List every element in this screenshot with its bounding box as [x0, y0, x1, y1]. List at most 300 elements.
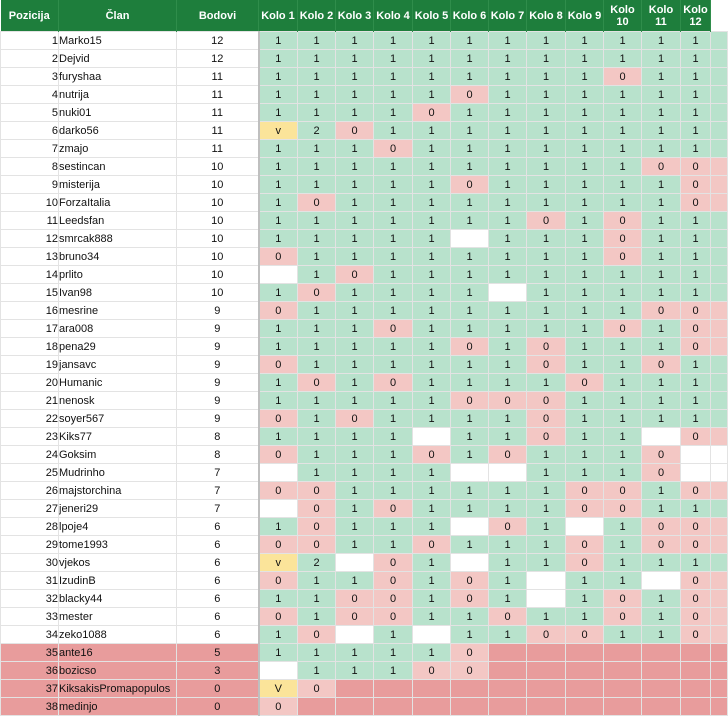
position-cell: 18 [1, 338, 59, 356]
round-result-cell: 1 [489, 68, 527, 86]
points-cell: 10 [177, 212, 259, 230]
round-result-cell: 1 [451, 32, 489, 50]
member-name-cell: mesrine [59, 302, 177, 320]
round-result-cell: 0 [298, 680, 336, 698]
position-cell: 26 [1, 482, 59, 500]
round-result-cell: 1 [298, 50, 336, 68]
round-result-cell: 1 [374, 356, 413, 374]
member-name-cell: Ivan98 [59, 284, 177, 302]
round-result-cell: 1 [374, 176, 413, 194]
round-result-cell: 0 [298, 284, 336, 302]
table-row[interactable] [1, 392, 728, 410]
member-name-cell: Goksim [59, 446, 177, 464]
member-name-cell: lpoje4 [59, 518, 177, 536]
row-edge-cell [711, 140, 728, 158]
round-result-cell: 1 [298, 338, 336, 356]
table-row[interactable] [1, 302, 728, 320]
round-result-cell: 0 [336, 608, 374, 626]
round-result-cell [604, 698, 642, 716]
round-result-cell: 1 [566, 104, 604, 122]
round-result-cell: 1 [336, 68, 374, 86]
round-result-cell: 1 [566, 284, 604, 302]
round-result-cell: 1 [681, 86, 711, 104]
round-result-cell [566, 698, 604, 716]
header-kolo-6[interactable]: Kolo 6 [451, 0, 489, 32]
row-edge-cell [711, 590, 728, 608]
round-result-cell: 1 [566, 50, 604, 68]
round-result-cell: 1 [566, 140, 604, 158]
table-row[interactable] [1, 680, 728, 698]
round-result-cell: 1 [336, 644, 374, 662]
round-result-cell: 1 [604, 410, 642, 428]
round-result-cell: 1 [336, 572, 374, 590]
table-row[interactable] [1, 572, 728, 590]
round-result-cell: 1 [527, 284, 566, 302]
round-result-cell: 1 [259, 50, 298, 68]
row-edge-cell [711, 302, 728, 320]
round-result-cell: 1 [489, 572, 527, 590]
round-result-cell: 1 [527, 464, 566, 482]
row-edge-cell [711, 194, 728, 212]
table-row[interactable] [1, 68, 728, 86]
round-result-cell: 0 [566, 626, 604, 644]
round-result-cell: 1 [527, 518, 566, 536]
table-row[interactable] [1, 518, 728, 536]
round-result-cell: 1 [336, 212, 374, 230]
row-edge-cell [711, 410, 728, 428]
round-result-cell: 1 [489, 626, 527, 644]
table-row[interactable] [1, 194, 728, 212]
round-result-cell: 1 [642, 284, 681, 302]
round-result-cell: 0 [604, 68, 642, 86]
round-result-cell: 1 [374, 482, 413, 500]
round-result-cell [451, 554, 489, 572]
round-result-cell: 1 [298, 68, 336, 86]
round-result-cell: 1 [451, 374, 489, 392]
position-cell: 32 [1, 590, 59, 608]
round-result-cell: 1 [681, 104, 711, 122]
round-result-cell: 1 [413, 482, 451, 500]
round-result-cell: 0 [681, 626, 711, 644]
round-result-cell: 1 [374, 284, 413, 302]
round-result-cell [489, 644, 527, 662]
header-kolo-12[interactable]: Kolo 12 [681, 0, 711, 32]
round-result-cell: 1 [336, 86, 374, 104]
round-result-cell: 1 [298, 230, 336, 248]
round-result-cell [642, 698, 681, 716]
round-result-cell: 0 [374, 500, 413, 518]
round-result-cell: 1 [336, 194, 374, 212]
table-row[interactable] [1, 284, 728, 302]
row-edge-cell [711, 644, 728, 662]
table-row[interactable] [1, 698, 728, 716]
round-result-cell: 1 [374, 644, 413, 662]
row-edge-cell [711, 572, 728, 590]
round-result-cell: 1 [451, 536, 489, 554]
round-result-cell [259, 500, 298, 518]
round-result-cell [681, 644, 711, 662]
round-result-cell: 1 [681, 410, 711, 428]
header-bodovi[interactable]: Bodovi [177, 0, 259, 32]
round-result-cell: 1 [681, 140, 711, 158]
position-cell: 36 [1, 662, 59, 680]
round-result-cell: 1 [451, 158, 489, 176]
round-result-cell: 0 [604, 482, 642, 500]
round-result-cell: 0 [259, 698, 298, 716]
round-result-cell: 0 [451, 572, 489, 590]
member-name-cell: darko56 [59, 122, 177, 140]
table-row[interactable] [1, 428, 728, 446]
round-result-cell: 0 [298, 482, 336, 500]
round-result-cell: 1 [259, 68, 298, 86]
round-result-cell: 0 [259, 356, 298, 374]
round-result-cell: 1 [681, 500, 711, 518]
header-kolo-9[interactable]: Kolo 9 [566, 0, 604, 32]
round-result-cell: 1 [489, 212, 527, 230]
round-result-cell: 1 [604, 122, 642, 140]
table-row[interactable] [1, 356, 728, 374]
round-result-cell: 1 [259, 140, 298, 158]
round-result-cell: 1 [489, 86, 527, 104]
round-result-cell: 1 [566, 572, 604, 590]
round-result-cell [259, 464, 298, 482]
member-name-cell: nutrija [59, 86, 177, 104]
points-cell: 6 [177, 554, 259, 572]
round-result-cell: 1 [336, 338, 374, 356]
standings-body [1, 32, 728, 716]
round-result-cell: 0 [451, 392, 489, 410]
points-cell: 6 [177, 626, 259, 644]
round-result-cell: 1 [566, 410, 604, 428]
round-result-cell: 1 [604, 518, 642, 536]
table-row[interactable] [1, 536, 728, 554]
round-result-cell: 0 [374, 374, 413, 392]
row-edge-cell [711, 500, 728, 518]
table-row[interactable] [1, 554, 728, 572]
header-kolo-10[interactable]: Kolo 10 [604, 0, 642, 32]
points-cell: 9 [177, 392, 259, 410]
round-result-cell: 0 [259, 572, 298, 590]
round-result-cell: 1 [336, 320, 374, 338]
round-result-cell [451, 698, 489, 716]
table-row[interactable] [1, 122, 728, 140]
round-result-cell: 1 [413, 518, 451, 536]
points-cell: 11 [177, 140, 259, 158]
round-result-cell: 0 [451, 176, 489, 194]
round-result-cell: 0 [374, 554, 413, 572]
table-row[interactable] [1, 464, 728, 482]
table-row[interactable] [1, 374, 728, 392]
round-result-cell: 1 [681, 68, 711, 86]
table-row[interactable] [1, 86, 728, 104]
header-kolo-11[interactable]: Kolo 11 [642, 0, 681, 32]
round-result-cell: 1 [527, 500, 566, 518]
round-result-cell [413, 428, 451, 446]
round-result-cell: 1 [259, 86, 298, 104]
position-cell: 14 [1, 266, 59, 284]
round-result-cell: 1 [489, 194, 527, 212]
round-result-cell: 1 [642, 590, 681, 608]
round-result-cell: 0 [566, 482, 604, 500]
table-row[interactable] [1, 230, 728, 248]
round-result-cell: 0 [681, 320, 711, 338]
points-cell: 6 [177, 518, 259, 536]
round-result-cell: 0 [259, 302, 298, 320]
member-name-cell: zeko1088 [59, 626, 177, 644]
position-cell: 15 [1, 284, 59, 302]
member-name-cell: Dejvid [59, 50, 177, 68]
points-cell: 6 [177, 536, 259, 554]
round-result-cell [374, 698, 413, 716]
round-result-cell: 1 [451, 626, 489, 644]
round-result-cell: 1 [489, 320, 527, 338]
round-result-cell: 0 [681, 158, 711, 176]
points-cell: 7 [177, 500, 259, 518]
round-result-cell: 1 [298, 608, 336, 626]
round-result-cell: 0 [336, 410, 374, 428]
round-result-cell: 1 [336, 284, 374, 302]
round-result-cell: 1 [489, 410, 527, 428]
member-name-cell: bruno34 [59, 248, 177, 266]
points-cell: 10 [177, 230, 259, 248]
round-result-cell: 1 [527, 320, 566, 338]
round-result-cell: 1 [489, 104, 527, 122]
row-edge-cell [711, 50, 728, 68]
round-result-cell [336, 626, 374, 644]
round-result-cell: 1 [259, 230, 298, 248]
table-row[interactable] [1, 626, 728, 644]
round-result-cell: 1 [489, 338, 527, 356]
header-kolo-8[interactable]: Kolo 8 [527, 0, 566, 32]
round-result-cell: 0 [566, 554, 604, 572]
points-cell: 6 [177, 572, 259, 590]
round-result-cell: 2 [298, 554, 336, 572]
round-result-cell: 1 [527, 176, 566, 194]
points-cell: 10 [177, 284, 259, 302]
round-result-cell: 1 [259, 194, 298, 212]
round-result-cell: 1 [566, 338, 604, 356]
round-result-cell [681, 446, 711, 464]
round-result-cell: 1 [604, 464, 642, 482]
member-name-cell: jansavc [59, 356, 177, 374]
table-row[interactable] [1, 140, 728, 158]
table-row[interactable] [1, 320, 728, 338]
round-result-cell [336, 680, 374, 698]
row-edge-cell [711, 266, 728, 284]
row-edge-cell [711, 68, 728, 86]
round-result-cell: 0 [681, 590, 711, 608]
round-result-cell: 1 [259, 104, 298, 122]
round-result-cell: 0 [642, 536, 681, 554]
member-name-cell: prlito [59, 266, 177, 284]
table-row[interactable] [1, 266, 728, 284]
table-row[interactable] [1, 644, 728, 662]
points-cell: 11 [177, 68, 259, 86]
row-edge-cell [711, 392, 728, 410]
row-edge-cell [711, 626, 728, 644]
round-result-cell: 1 [259, 590, 298, 608]
round-result-cell: 0 [566, 500, 604, 518]
position-cell: 11 [1, 212, 59, 230]
header-kolo-5[interactable]: Kolo 5 [413, 0, 451, 32]
table-row[interactable] [1, 446, 728, 464]
round-result-cell: 1 [451, 500, 489, 518]
round-result-cell: 1 [604, 338, 642, 356]
round-result-cell: 0 [413, 446, 451, 464]
round-result-cell: 1 [642, 374, 681, 392]
row-edge-cell [711, 518, 728, 536]
round-result-cell: 1 [451, 68, 489, 86]
points-cell: 7 [177, 482, 259, 500]
round-result-cell: 1 [374, 518, 413, 536]
header-clan[interactable]: Član [59, 0, 177, 32]
table-row[interactable] [1, 410, 728, 428]
round-result-cell: 1 [681, 32, 711, 50]
round-result-cell: 1 [604, 194, 642, 212]
row-edge-cell [711, 698, 728, 716]
round-result-cell: 1 [374, 32, 413, 50]
table-row[interactable] [1, 248, 728, 266]
round-result-cell: 1 [413, 248, 451, 266]
round-result-cell [489, 284, 527, 302]
header-pozicija[interactable]: Pozicija [1, 0, 59, 32]
member-name-cell: nenosk [59, 392, 177, 410]
round-result-cell: 1 [298, 320, 336, 338]
row-edge-cell [711, 284, 728, 302]
round-result-cell: 1 [413, 230, 451, 248]
header-row [1, 0, 728, 32]
round-result-cell: 0 [604, 590, 642, 608]
row-edge-cell [711, 356, 728, 374]
header-kolo-2[interactable]: Kolo 2 [298, 0, 336, 32]
round-result-cell: 1 [566, 356, 604, 374]
round-result-cell: 0 [489, 446, 527, 464]
round-result-cell [642, 680, 681, 698]
round-result-cell: 1 [451, 266, 489, 284]
position-cell: 12 [1, 230, 59, 248]
round-result-cell: 1 [604, 266, 642, 284]
round-result-cell: 0 [527, 356, 566, 374]
round-result-cell: 1 [336, 374, 374, 392]
header-kolo-7[interactable]: Kolo 7 [489, 0, 527, 32]
position-cell: 7 [1, 140, 59, 158]
round-result-cell: 1 [413, 410, 451, 428]
round-result-cell: 1 [298, 158, 336, 176]
round-result-cell: 0 [336, 266, 374, 284]
table-row[interactable] [1, 482, 728, 500]
round-result-cell: 1 [336, 356, 374, 374]
table-row[interactable] [1, 104, 728, 122]
round-result-cell: 1 [527, 230, 566, 248]
round-result-cell: 1 [642, 338, 681, 356]
round-result-cell [489, 698, 527, 716]
table-row[interactable] [1, 608, 728, 626]
round-result-cell: 1 [298, 104, 336, 122]
points-cell: 9 [177, 374, 259, 392]
round-result-cell: 1 [566, 266, 604, 284]
member-name-cell: Marko15 [59, 32, 177, 50]
points-cell: 9 [177, 410, 259, 428]
row-edge-cell [711, 374, 728, 392]
round-result-cell: 1 [374, 104, 413, 122]
table-row[interactable] [1, 338, 728, 356]
round-result-cell: 1 [298, 356, 336, 374]
round-result-cell: 1 [642, 86, 681, 104]
position-cell: 29 [1, 536, 59, 554]
round-result-cell: 1 [451, 428, 489, 446]
round-result-cell: 1 [259, 320, 298, 338]
member-name-cell: bozicso [59, 662, 177, 680]
header-kolo-1[interactable]: Kolo 1 [259, 0, 298, 32]
round-result-cell: 1 [566, 32, 604, 50]
row-edge-cell [711, 86, 728, 104]
round-result-cell: 1 [566, 248, 604, 266]
round-result-cell: 0 [642, 446, 681, 464]
round-result-cell: 1 [451, 104, 489, 122]
points-cell: 10 [177, 266, 259, 284]
round-result-cell: 1 [604, 86, 642, 104]
round-result-cell: 1 [298, 212, 336, 230]
round-result-cell [604, 680, 642, 698]
table-row[interactable] [1, 590, 728, 608]
table-row[interactable] [1, 176, 728, 194]
round-result-cell: 1 [374, 50, 413, 68]
round-result-cell: 0 [681, 572, 711, 590]
round-result-cell: 1 [413, 302, 451, 320]
header-kolo-3[interactable]: Kolo 3 [336, 0, 374, 32]
round-result-cell: 1 [374, 536, 413, 554]
round-result-cell: 1 [259, 212, 298, 230]
round-result-cell: 0 [298, 194, 336, 212]
row-edge-cell [711, 104, 728, 122]
position-cell: 30 [1, 554, 59, 572]
round-result-cell: 1 [642, 68, 681, 86]
round-result-cell: 0 [604, 320, 642, 338]
round-result-cell: 1 [681, 248, 711, 266]
round-result-cell: 0 [451, 590, 489, 608]
round-result-cell: 1 [642, 410, 681, 428]
round-result-cell: 1 [413, 50, 451, 68]
round-result-cell: 1 [604, 392, 642, 410]
round-result-cell: 1 [374, 86, 413, 104]
round-result-cell: 1 [413, 590, 451, 608]
round-result-cell: 1 [604, 158, 642, 176]
round-result-cell: 1 [681, 212, 711, 230]
round-result-cell: 0 [413, 104, 451, 122]
table-row[interactable] [1, 212, 728, 230]
round-result-cell: 1 [527, 248, 566, 266]
round-result-cell: 1 [566, 446, 604, 464]
table-row[interactable] [1, 32, 728, 50]
round-result-cell: 1 [413, 122, 451, 140]
round-result-cell [527, 590, 566, 608]
round-result-cell: 1 [527, 122, 566, 140]
table-row[interactable] [1, 500, 728, 518]
header-kolo-4[interactable]: Kolo 4 [374, 0, 413, 32]
round-result-cell [451, 230, 489, 248]
round-result-cell: 0 [374, 608, 413, 626]
round-result-cell: 1 [642, 482, 681, 500]
round-result-cell: 1 [413, 464, 451, 482]
position-cell: 38 [1, 698, 59, 716]
round-result-cell: 0 [298, 626, 336, 644]
round-result-cell: 1 [413, 554, 451, 572]
round-result-cell: 1 [298, 32, 336, 50]
table-row[interactable] [1, 50, 728, 68]
round-result-cell: 1 [413, 86, 451, 104]
round-result-cell: 1 [681, 230, 711, 248]
table-row[interactable] [1, 158, 728, 176]
